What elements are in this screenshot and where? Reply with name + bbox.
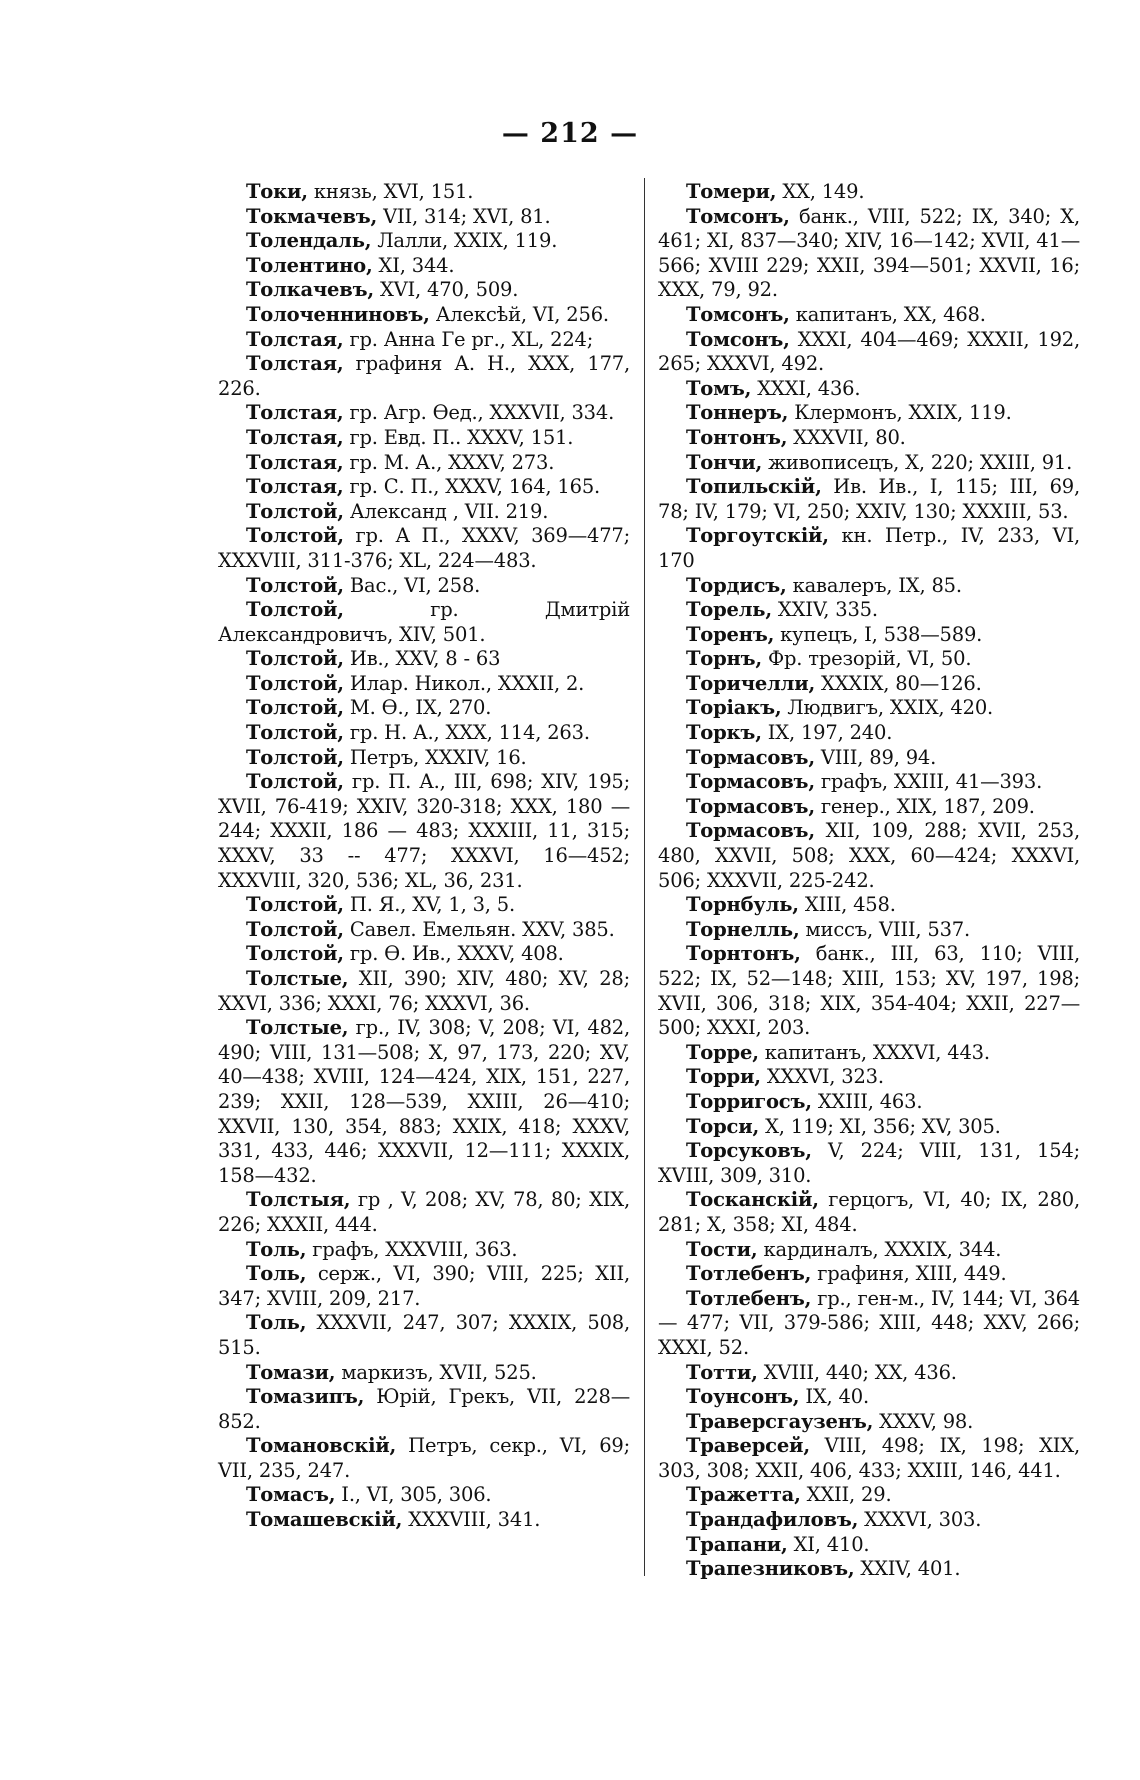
entry-references: XX, 149. <box>776 180 865 203</box>
entry-name: Толстой, <box>246 917 344 941</box>
index-entry <box>218 1188 630 1237</box>
entry-name: Тормасовъ, <box>686 794 815 818</box>
entry-name: Топильскій, <box>686 475 822 499</box>
entry-name: Томази, <box>246 1360 336 1384</box>
entry-name: Тотти, <box>686 1360 758 1384</box>
entry-name: Толстой, <box>246 598 344 622</box>
index-entry <box>658 598 1080 623</box>
index-entry <box>218 1311 630 1360</box>
entry-references: IX, 40. <box>799 1385 869 1409</box>
index-entry <box>658 1508 1080 1533</box>
entry-references: Илар. Никол., XXXII, 2. <box>343 671 585 695</box>
index-entry <box>658 1065 1080 1090</box>
index-entry <box>658 1410 1080 1435</box>
entry-name: Тражетта, <box>686 1483 801 1507</box>
entry-references: гр. П. А., III, 698; XIV, 195; XVII, 76-419; XXIV, 320-318; XXX, 180 — 244; XXXII, 186 — 483; XXXIII, 11, 315; XXXV, 33 -- 477; XXXVI, 16—452; XXXVIII, 320, 536; XL, 36, 231. <box>218 770 630 892</box>
entry-references: Лалли, XXIX, 119. <box>371 229 558 253</box>
entry-name: Толоченниновъ, <box>246 302 430 326</box>
index-entry <box>658 328 1080 377</box>
entry-references: гр , V, 208; XV, 78, 80; XIX, 226; XXXII, 444. <box>218 1188 630 1236</box>
index-entry <box>218 574 630 599</box>
entry-references: банк., III, 63, 110; VIII, 522; IX, 52—148; XIII, 153; XV, 197, 198; XVII, 306, 318; XIX, 354-404; XXII, 227—500; XXXI, 203. <box>658 942 1080 1040</box>
entry-name: Торригосъ, <box>686 1089 812 1113</box>
index-entry <box>658 475 1080 524</box>
entry-name: Толстая, <box>246 425 344 449</box>
entry-name: Торгоутскій, <box>686 524 829 548</box>
entry-name: Томазипъ, <box>246 1385 365 1409</box>
index-entry <box>218 229 630 254</box>
index-entry <box>658 918 1080 943</box>
index-entry <box>218 770 630 893</box>
entry-references: Фр. трезорій, VI, 50. <box>761 647 972 671</box>
entry-references: XXXVI, 303. <box>858 1508 982 1532</box>
index-entry <box>658 1434 1080 1483</box>
entry-references: живописецъ, X, 220; XXIII, 91. <box>762 450 1073 474</box>
entry-references: гр. Ѳ. Ив., XXXV, 408. <box>343 942 564 966</box>
entry-name: Тосканскій, <box>686 1188 819 1212</box>
entry-name: Толь, <box>246 1311 307 1335</box>
entry-references: XIII, 458. <box>798 893 896 917</box>
index-entry <box>218 254 630 279</box>
index-entry <box>218 352 630 401</box>
index-entry <box>658 1139 1080 1188</box>
entry-name: Торенъ, <box>686 622 775 646</box>
entry-references: XXXVI, 323. <box>760 1065 884 1089</box>
index-entry <box>218 598 630 647</box>
index-entry <box>658 377 1080 402</box>
index-entry <box>658 942 1080 1040</box>
entry-references: XXIII, 463. <box>811 1089 923 1113</box>
entry-name: Тотлебенъ, <box>686 1262 812 1286</box>
entry-name: Толстая, <box>246 475 344 499</box>
entry-references: VIII, 498; IX, 198; XIX, 303, 308; XXII, 406, 433; XXIII, 146, 441. <box>658 1434 1080 1482</box>
entry-name: Токмачевъ, <box>246 204 378 228</box>
index-entry <box>218 942 630 967</box>
entry-references: XI, 410. <box>787 1532 870 1556</box>
index-entry <box>658 303 1080 328</box>
entry-name: Толстой, <box>246 499 344 523</box>
entry-references: XVI, 470, 509. <box>373 278 519 302</box>
index-entry <box>218 696 630 721</box>
entry-references: XXII, 29. <box>800 1483 892 1507</box>
entry-name: Тости, <box>686 1237 758 1261</box>
entry-name: Толстой, <box>246 721 344 745</box>
index-entry <box>218 401 630 426</box>
entry-references: XII, 109, 288; XVII, 253, 480, XXVII, 508; XXX, 60—424; XXXVI, 506; XXXVII, 225-242. <box>658 819 1080 892</box>
entry-references: кавалеръ, IX, 85. <box>786 573 962 597</box>
column-divider <box>644 178 645 1576</box>
entry-references: V, 224; VIII, 131, 154; XVIII, 309, 310. <box>658 1139 1080 1187</box>
entry-name: Томъ, <box>686 376 752 400</box>
index-entry <box>658 1287 1080 1361</box>
entry-references: X, 119; XI, 356; XV, 305. <box>759 1114 1001 1138</box>
entry-name: Толстые, <box>246 1016 349 1040</box>
index-entry <box>218 672 630 697</box>
entry-name: Тормасовъ, <box>686 770 815 794</box>
entry-references: гр. А П., XXXV, 369—477; XXXVIII, 311-376; XL, 224—483. <box>218 524 630 572</box>
index-entry <box>658 1262 1080 1287</box>
entry-references: графиня А. Н., XXX, 177, 226. <box>218 352 630 400</box>
right-column <box>658 180 1080 1582</box>
index-entry <box>218 451 630 476</box>
entry-references: гр. Агр. Ѳед., XXXVII, 334. <box>343 401 615 425</box>
index-entry <box>218 647 630 672</box>
entry-name: Толстая, <box>246 352 344 376</box>
entry-references: Александ , VII. 219. <box>343 499 549 523</box>
entry-references: П. Я., XV, 1, 3, 5. <box>343 893 516 917</box>
index-entry <box>218 303 630 328</box>
index-entry <box>218 893 630 918</box>
index-entry <box>218 278 630 303</box>
entry-references: VII, 314; XVI, 81. <box>377 204 551 228</box>
entry-name: Толстой, <box>246 524 344 548</box>
index-entry <box>658 623 1080 648</box>
index-entry <box>658 819 1080 893</box>
index-entry <box>218 180 630 205</box>
entry-references: серж., VI, 390; VIII, 225; XII, 347; XVIII, 209, 217. <box>218 1262 630 1310</box>
entry-references: XXXIX, 80—126. <box>815 671 982 695</box>
index-entry <box>658 426 1080 451</box>
entry-name: Толстая, <box>246 327 344 351</box>
entry-name: Толь, <box>246 1262 307 1286</box>
entry-name: Томери, <box>686 180 777 203</box>
index-entry <box>218 1434 630 1483</box>
entry-name: Торель, <box>686 598 772 622</box>
entry-name: Траверсгаузенъ, <box>686 1409 874 1433</box>
entry-name: Томсонъ, <box>686 327 790 351</box>
entry-references: гр. Евд. П.. XXXV, 151. <box>343 425 574 449</box>
entry-references: XXIV, 335. <box>771 598 878 622</box>
entry-references: XXXVIII, 341. <box>402 1508 541 1532</box>
index-entry <box>218 1016 630 1188</box>
index-entry <box>658 672 1080 697</box>
entry-references: гр. Анна Ге рг., XL, 224; <box>343 327 594 351</box>
index-entry <box>658 1238 1080 1263</box>
entry-references: гр., IV, 308; V, 208; VI, 482, 490; VIII, 131—508; X, 97, 173, 220; XV, 40—438; XVIII, 124—424, XIX, 151, 227, 239; XXII, 128—539, XXIII, 26—410; XXVII, 130, 354, 883; XXIX, 418; XXXV, 331, 433, 446; XXXVII, 12—111; XXXIX, 158—432. <box>218 1016 630 1187</box>
entry-name: Тоунсонъ, <box>686 1385 800 1409</box>
index-entry <box>658 1188 1080 1237</box>
index-entry <box>658 795 1080 820</box>
entry-name: Торкъ, <box>686 721 762 745</box>
entry-name: Толендаль, <box>246 229 372 253</box>
left-column <box>218 180 630 1533</box>
entry-name: Тормасовъ, <box>686 745 815 769</box>
entry-name: Торсуковъ, <box>686 1139 812 1163</box>
entry-name: Траверсей, <box>686 1434 810 1458</box>
entry-name: Толстой, <box>246 893 344 917</box>
index-entry <box>658 721 1080 746</box>
index-entry <box>218 205 630 230</box>
entry-name: Томашевскій, <box>246 1508 403 1532</box>
entry-references: кардиналъ, XXXIX, 344. <box>757 1237 1002 1261</box>
entry-references: Петръ, XXXIV, 16. <box>343 745 527 769</box>
entry-references: XXXVII, 80. <box>787 425 906 449</box>
entry-name: Трапани, <box>686 1532 788 1556</box>
index-entry <box>218 1238 630 1263</box>
entry-references: Савел. Емельян. XXV, 385. <box>343 917 615 941</box>
index-entry <box>658 893 1080 918</box>
entry-name: Трандафиловъ, <box>686 1508 859 1532</box>
entry-name: Томсонъ, <box>686 204 790 228</box>
entry-references: капитанъ, XX, 468. <box>789 302 986 326</box>
entry-name: Торре, <box>686 1040 759 1064</box>
index-entry <box>658 180 1080 205</box>
entry-name: Торнъ, <box>686 647 762 671</box>
entry-references: IX, 197, 240. <box>761 721 893 745</box>
entry-name: Торіакъ, <box>686 696 782 720</box>
entry-references: VIII, 89, 94. <box>814 745 937 769</box>
index-entry <box>658 647 1080 672</box>
index-entry <box>218 746 630 771</box>
index-entry <box>218 1508 630 1533</box>
index-entry <box>658 401 1080 426</box>
entry-references: банк., VIII, 522; IX, 340; X, 461; XI, 837—340; XIV, 16—142; XVII, 41—566; XVIII 229; XXII, 394—501; XXVII, 16; XXX, 79, 92. <box>658 204 1080 302</box>
entry-name: Толстые, <box>246 967 349 990</box>
entry-references: гр. М. А., XXXV, 273. <box>343 450 555 474</box>
entry-references: М. Ѳ., IX, 270. <box>343 696 492 720</box>
entry-name: Толкачевъ, <box>246 278 374 302</box>
entry-name: Толстой, <box>246 942 344 966</box>
entry-references: XXXI, 404—469; XXXII, 192, 265; XXXVI, 492. <box>658 327 1080 376</box>
entry-references: XXXI, 436. <box>751 376 861 400</box>
entry-name: Толстая, <box>246 450 344 474</box>
entry-name: Торри, <box>686 1065 761 1089</box>
entry-references: гр., ген-м., IV, 144; VI, 364 — 477; VII, 379-586; XIII, 448; XXV, 266; XXXI, 52. <box>658 1286 1080 1359</box>
entry-references: гр. Н. А., XXX, 114, 263. <box>343 721 590 745</box>
index-entry <box>658 1533 1080 1558</box>
index-entry <box>658 1385 1080 1410</box>
entry-references: I., VI, 305, 306. <box>335 1483 492 1507</box>
entry-references: графъ, XXIII, 41—393. <box>814 770 1043 794</box>
entry-references: гр. С. П., XXXV, 164, 165. <box>343 475 601 499</box>
entry-name: Толь, <box>246 1237 307 1261</box>
entry-references: Петръ, секр., VI, 69; VII, 235, 247. <box>218 1434 630 1482</box>
entry-name: Томасъ, <box>246 1483 336 1507</box>
index-entry <box>218 918 630 943</box>
index-entry <box>218 475 630 500</box>
entry-name: Торнбуль, <box>686 893 799 917</box>
entry-name: Толстой, <box>246 647 344 671</box>
index-entry <box>658 574 1080 599</box>
entry-references: купецъ, I, 538—589. <box>774 622 983 646</box>
entry-references: маркизъ, XVII, 525. <box>335 1360 537 1384</box>
entry-references: гр. Дмитрій Александровичъ, XIV, 501. <box>218 598 630 646</box>
page-number: — 212 — <box>501 118 639 149</box>
index-entry <box>658 451 1080 476</box>
entry-references: графиня, XIII, 449. <box>811 1262 1007 1286</box>
entry-name: Тормасовъ, <box>686 819 815 843</box>
index-entry <box>218 1483 630 1508</box>
index-entry <box>218 524 630 573</box>
entry-references: XVIII, 440; XX, 436. <box>757 1360 957 1384</box>
index-entry <box>658 770 1080 795</box>
index-entry <box>658 524 1080 573</box>
entry-references: XXXV, 98. <box>873 1409 974 1433</box>
entry-name: Торнелль, <box>686 917 800 941</box>
index-entry <box>658 1361 1080 1386</box>
entry-name: Тотлебенъ, <box>686 1286 812 1310</box>
index-entry <box>218 721 630 746</box>
entry-references: кн. Петр., IV, 233, VI, 170 <box>658 524 1080 572</box>
entry-references: капитанъ, XXXVI, 443. <box>758 1040 990 1064</box>
entry-name: Толентино, <box>246 253 373 277</box>
entry-references: герцогъ, VI, 40; IX, 280, 281; X, 358; XI, 484. <box>658 1188 1080 1236</box>
index-entry <box>658 1090 1080 1115</box>
index-entry <box>658 1115 1080 1140</box>
index-entry <box>218 1385 630 1434</box>
entry-references: XXIV, 401. <box>854 1557 961 1581</box>
entry-name: Торичелли, <box>686 671 816 695</box>
entry-name: Торси, <box>686 1114 760 1138</box>
entry-references: XI, 344. <box>372 253 455 277</box>
entry-references: миссъ, VIII, 537. <box>799 917 970 941</box>
entry-name: Томановскій, <box>246 1434 397 1458</box>
entry-references: Людвигъ, XXIX, 420. <box>781 696 994 720</box>
entry-references: генер., XIX, 187, 209. <box>814 794 1035 818</box>
entry-name: Толстой, <box>246 696 344 720</box>
index-entry <box>218 426 630 451</box>
entry-name: Тончи, <box>686 450 763 474</box>
entry-references: XXXVII, 247, 307; XXXIX, 508, 515. <box>218 1311 630 1359</box>
entry-name: Толстой, <box>246 671 344 695</box>
entry-references: Ив., XXV, 8 - 63 <box>343 647 501 671</box>
entry-name: Толстой, <box>246 745 344 769</box>
entry-name: Тонтонъ, <box>686 425 788 449</box>
entry-name: Толстая, <box>246 401 344 425</box>
index-entry <box>658 1483 1080 1508</box>
entry-references: Юрій, Грекъ, VII, 228—852. <box>218 1385 630 1433</box>
entry-name: Томсонъ, <box>686 302 790 326</box>
entry-name: Толстой, <box>246 573 344 597</box>
entry-name: Трапезниковъ, <box>686 1557 855 1581</box>
index-entry <box>658 1557 1080 1582</box>
entry-references: XII, 390; XIV, 480; XV, 28; XXVI, 336; XXXI, 76; XXXVI, 36. <box>218 967 630 1015</box>
entry-references: князь, XVI, 151. <box>307 180 474 203</box>
entry-name: Тордисъ, <box>686 573 787 597</box>
index-entry <box>218 500 630 525</box>
index-entry <box>218 1361 630 1386</box>
entry-name: Торнтонъ, <box>686 942 801 966</box>
entry-references: Вас., VI, 258. <box>343 573 481 597</box>
index-entry <box>218 1262 630 1311</box>
index-entry <box>658 746 1080 771</box>
index-entry <box>218 328 630 353</box>
entry-name: Толстой, <box>246 770 344 794</box>
entry-name: Толстыя, <box>246 1188 351 1212</box>
index-entry <box>658 1041 1080 1066</box>
entry-references: Ив. Ив., I, 115; III, 69, 78; IV, 179; VI, 250; XXIV, 130; XXXIII, 53. <box>658 475 1080 523</box>
index-entry <box>658 696 1080 721</box>
entry-name: Тоннеръ, <box>686 401 789 425</box>
entry-references: Клермонъ, XXIX, 119. <box>788 401 1012 425</box>
entry-references: графъ, XXXVIII, 363. <box>306 1237 518 1261</box>
entry-references: Алексѣй, VI, 256. <box>429 302 609 326</box>
entry-name: Токи, <box>246 180 308 203</box>
index-entry <box>218 967 630 1016</box>
index-entry <box>658 205 1080 303</box>
